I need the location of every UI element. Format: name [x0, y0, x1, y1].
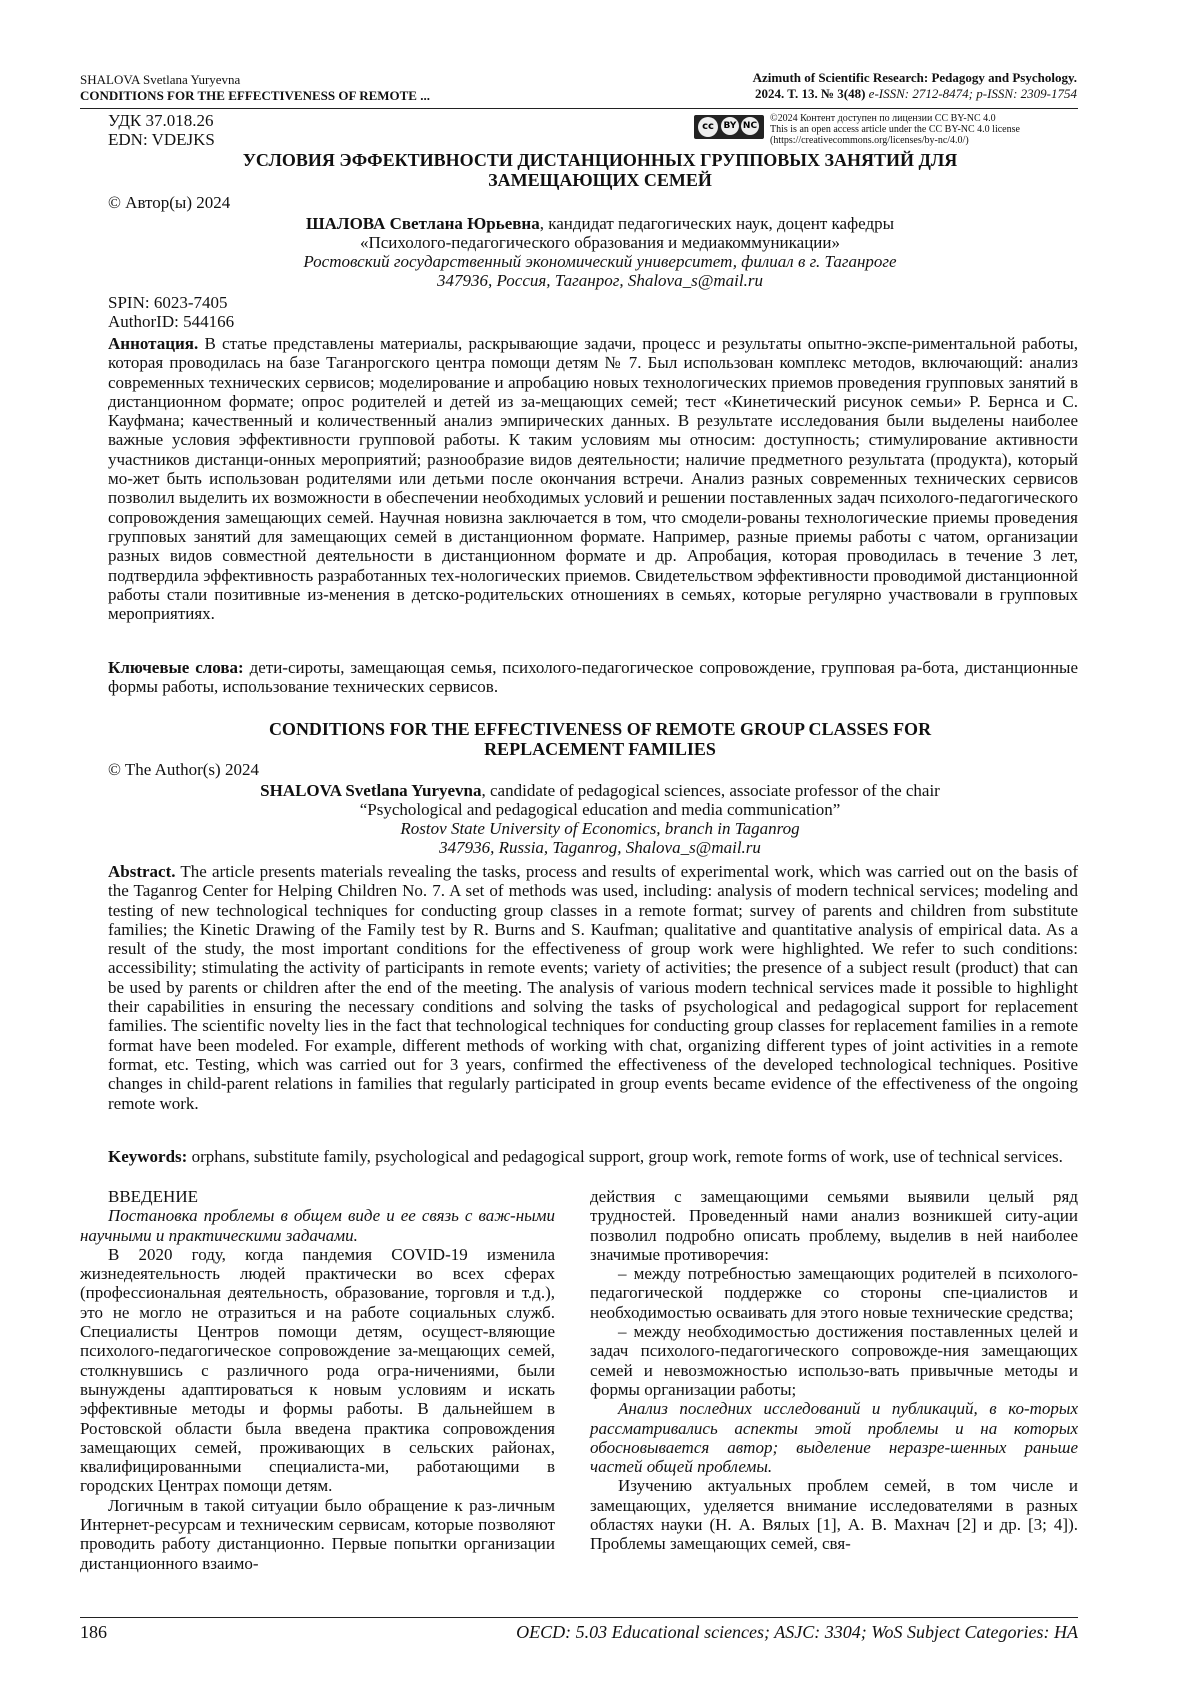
en-keywords [108, 1147, 1078, 1166]
ru-author-name: ШАЛОВА Светлана Юрьевна [305, 214, 540, 233]
en-title-line2: REPLACEMENT FAMILIES [484, 739, 716, 759]
cc-license-badge [694, 115, 764, 139]
udk-code: УДК 37.018.26 [108, 111, 214, 130]
en-author-position: , candidate of pedagogical sciences, associate professor of the chair [481, 781, 940, 800]
right-paragraph-2: – между потребностью замещающих родителей в психолого-педагогической поддержке со стороны спе-циалистов и необходимостью осваивать для этого новые технические средства; [590, 1264, 1078, 1322]
ru-abstract-label: Аннотация. [108, 334, 199, 353]
header-divider [80, 108, 1078, 109]
intro-heading: ВВЕДЕНИЕ [108, 1187, 198, 1206]
en-author-name: SHALOVA Svetlana Yuryevna [260, 781, 482, 800]
ru-title-line2: ЗАМЕЩАЮЩИХ СЕМЕЙ [488, 170, 712, 190]
en-abstract-text: The article presents materials revealing the tasks, process and results of experimental work, which was carried out on the basis of the Taganrog Center for Helping Children No. 7. A set of methods was used, including: analysis of modern technical services; modeling and testing of new technological techniques for conducting group classes in a remote format; survey of parents and children from substitute families; the Kinetic Drawing of the Family test by R. Burns and S. Kaufman; qualitative and quantitative analysis of empirical data. As a result of the study, the most important conditions for the effectiveness of group work were highlighted. We refer to such conditions: accessibility; stimulating the activity of participants in remote events; variety of activities; the presence of a subject result (product) that can be used by parents or children after the end of the meeting. The analysis of various modern technical services made it possible to highlight their capabilities in ensuring the necessary conditions and solving the tasks of psychological and pedagogical support for replacement families. The scientific novelty lies in the fact that technological techniques for conducting group classes for replacement families in a remote format have been modeled. For example, different methods of working with chat, organizing different types of joint activities in a remote format, etc. Testing, which was carried out for 3 years, confirmed the effectiveness of the developed technological techniques. Positive changes in child-parent relations in families that regularly participated in group events became evidence of the effectiveness of the ongoing remote work. [108, 862, 1078, 1113]
en-affiliation: Rostov State University of Economics, branch in Taganrog [400, 819, 800, 838]
author-id: AuthorID: 544166 [108, 312, 235, 331]
ru-affiliation: Ростовский государственный экономический университет, филиал в г. Таганроге [303, 252, 897, 271]
journal-name: Azimuth of Scientific Research: Pedagogy and Psychology. [752, 70, 1077, 85]
ru-author-line [140, 214, 1060, 233]
journal-volume: 2024. T. 13. № 3(48) [754, 86, 866, 101]
ru-title-line1: УСЛОВИЯ ЭФФЕКТИВНОСТИ ДИСТАНЦИОННЫХ ГРУППОВЫХ ЗАНЯТИЙ ДЛЯ [242, 150, 958, 170]
ru-author-position: , кандидат педагогических наук, доцент кафедры [539, 214, 895, 233]
author-ids [108, 293, 234, 331]
page-number: 186 [80, 1622, 107, 1642]
nc-icon: NC [741, 117, 759, 135]
en-abstract [108, 862, 1078, 1113]
ru-title [180, 150, 1020, 190]
en-keywords-label: Keywords: [108, 1147, 188, 1166]
subject-classification: OECD: 5.03 Educational sciences; ASJC: 3304; WoS Subject Categories: HA [516, 1622, 1078, 1642]
right-paragraph-1: действия с замещающими семьями выявили целый ряд трудностей. Проведенный нами анализ возникшей ситу-ации позволил подробно описать проблему, выделив в ней наиболее значимые противоречия: [590, 1187, 1078, 1264]
right-paragraph-5: Изучению актуальных проблем семей, в том числе и замещающих, уделяется внимание исследователями в разных областях науки (Н. А. Вялых [1], А. В. Махнач [2] и др. [3; 4]). Проблемы замещающих семей, свя- [590, 1476, 1078, 1554]
en-copyright: © The Author(s) 2024 [108, 760, 259, 779]
journal-issue [672, 86, 1077, 102]
license-text [770, 113, 1020, 146]
ru-author-dept: «Психолого-педагогического образования и медиакоммуникации» [359, 233, 840, 252]
en-author-block [140, 781, 1060, 857]
en-title-line1: CONDITIONS FOR THE EFFECTIVENESS OF REMOTE GROUP CLASSES FOR [268, 719, 932, 739]
body-right-column [590, 1187, 1078, 1554]
ru-keywords-text: дети-сироты, замещающая семья, психолого-педагогическое сопровождение, групповая ра-бота, дистанционные формы работы, использование технических сервисов. [108, 658, 1079, 697]
edn-code: EDN: VDEJKS [108, 130, 215, 149]
ru-keywords [108, 658, 1078, 697]
ru-author-block [140, 214, 1060, 290]
ru-copyright: © Автор(ы) 2024 [108, 193, 231, 212]
left-paragraph-2: Логичным в такой ситуации было обращение к раз-личным Интернет-ресурсам и техническим сервисам, которые позволяют проводить работу дистанционно. Первые попытки организации дистанционного взаимо- [80, 1495, 555, 1573]
en-author-line [140, 781, 1060, 800]
udk-block [108, 111, 215, 149]
ru-keywords-label: Ключевые слова: [108, 658, 244, 677]
journal-issn: e-ISSN: 2712-8474; p-ISSN: 2309-1754 [865, 86, 1077, 101]
en-title [180, 719, 1020, 759]
body-left-column [80, 1187, 555, 1573]
right-paragraph-4: Анализ последних исследований и публикаций, в ко-торых рассматривались аспекты этой проблемы и на которых обосновывается автор; выделение неразре-шенных раньше частей общей проблемы. [590, 1399, 1078, 1477]
cc-icon: cc [698, 117, 718, 137]
ru-abstract [108, 334, 1078, 623]
left-paragraph-1: В 2020 году, когда пандемия COVID-19 изменила жизнедеятельность людей практически во всех сферах (профессиональная деятельность, образование, торговля и т.д.), это не могло не отразиться и на работе социальных служб. Специалисты Центров помощи детям, осущест-вляющие психолого-педагогическое сопровождение за-мещающих семей, столкнувшись с различного рода огра-ничениями, были вынуждены адаптироваться к новым условиям и искать эффективные методы и формы работы. В дальнейшем в Ростовской области была введена практика сопровождения замещающих семей, проживающих в сельских районах, квалифицированными специалиста-ми, работающими в городских Центрах помощи детям. [80, 1244, 555, 1496]
right-paragraph-3: – между необходимостью достижения поставленных целей и задач психолого-педагогического сопровожде-ния замещающих семей и невозможностью использо-вать привычные методы и формы организации работы; [590, 1322, 1078, 1399]
by-icon: BY [721, 117, 739, 135]
running-header-right [672, 70, 1077, 102]
ru-address: 347936, Россия, Таганрог, Shalova_s@mail.ru [437, 271, 763, 290]
en-address: 347936, Russia, Taganrog, Shalova_s@mail.ru [439, 838, 761, 857]
license-line-en: This is an open access article under the CC BY-NC 4.0 license [770, 124, 1020, 135]
ru-abstract-text: В статье представлены материалы, раскрывающие задачи, процесс и результаты опытно-экспе-риментальной работы, которая проводилась на базе Таганрогского центра помощи детям № 7. Был использован комплекс методов, включающий: анализ современных технических сервисов; моделирование и апробацию новых технологических приемов проведения групповых занятий в дистанционном формате; опрос родителей и детей из за-мещающих семей; тест «Кинетический рисунок семьи» Р. Бернса и С. Кауфмана; качественный и количественный анализ эмпирических данных. В результате исследования были выделены наиболее важные условия эффективности групповой работы. К таким условиям мы относим: доступность; стимулирование активности участников дистанци-онных мероприятий; разнообразие видов деятельности; наличие предметного результата (продукта), который мо-жет быть использован родителями или детьми после окончания встречи. Анализ разных современных технических сервисов позволил выделить их возможности в обеспечении необходимых условий и решении поставленных задач психолого-педагогического сопровождения замещающих семей. Научная новизна заключается в том, что смодели-рованы технологические приемы проведения групповых занятий для замещающих семей в дистанционном формате. Например, разные приемы работы с чатом, организации разных видов совместной деятельности в дистанционном формате и др. Апробация, которая проводилась в течение 3 лет, подтвердила эффективность разработанных тех-нологических приемов. Свидетельством эффективности проводимой дистанционной работы стали позитивные из-менения в детско-родительских отношениях в семьях, которые регулярно участвовали в групповых мероприятиях. [108, 334, 1078, 624]
intro-subheading: Постановка проблемы в общем виде и ее связь с важ-ными научными и практическими задачами. [80, 1206, 555, 1245]
running-header-title: CONDITIONS FOR THE EFFECTIVENESS OF REMOTE ... [80, 88, 430, 103]
en-keywords-text: orphans, substitute family, psychological and pedagogical support, group work, remote forms of work, use of technical services. [187, 1147, 1063, 1166]
en-abstract-label: Abstract. [108, 862, 176, 881]
running-header-left [80, 72, 430, 104]
license-url[interactable]: (https://creativecommons.org/licenses/by-nc/4.0/) [770, 135, 969, 146]
spin-code: SPIN: 6023-7405 [108, 293, 228, 312]
footer-divider [80, 1617, 1078, 1618]
running-header-author: SHALOVA Svetlana Yuryevna [80, 72, 241, 87]
license-line-ru: ©2024 Контент доступен по лицензии CC BY-NC 4.0 [770, 113, 996, 124]
en-author-dept: “Psychological and pedagogical education and media communication” [359, 800, 841, 819]
